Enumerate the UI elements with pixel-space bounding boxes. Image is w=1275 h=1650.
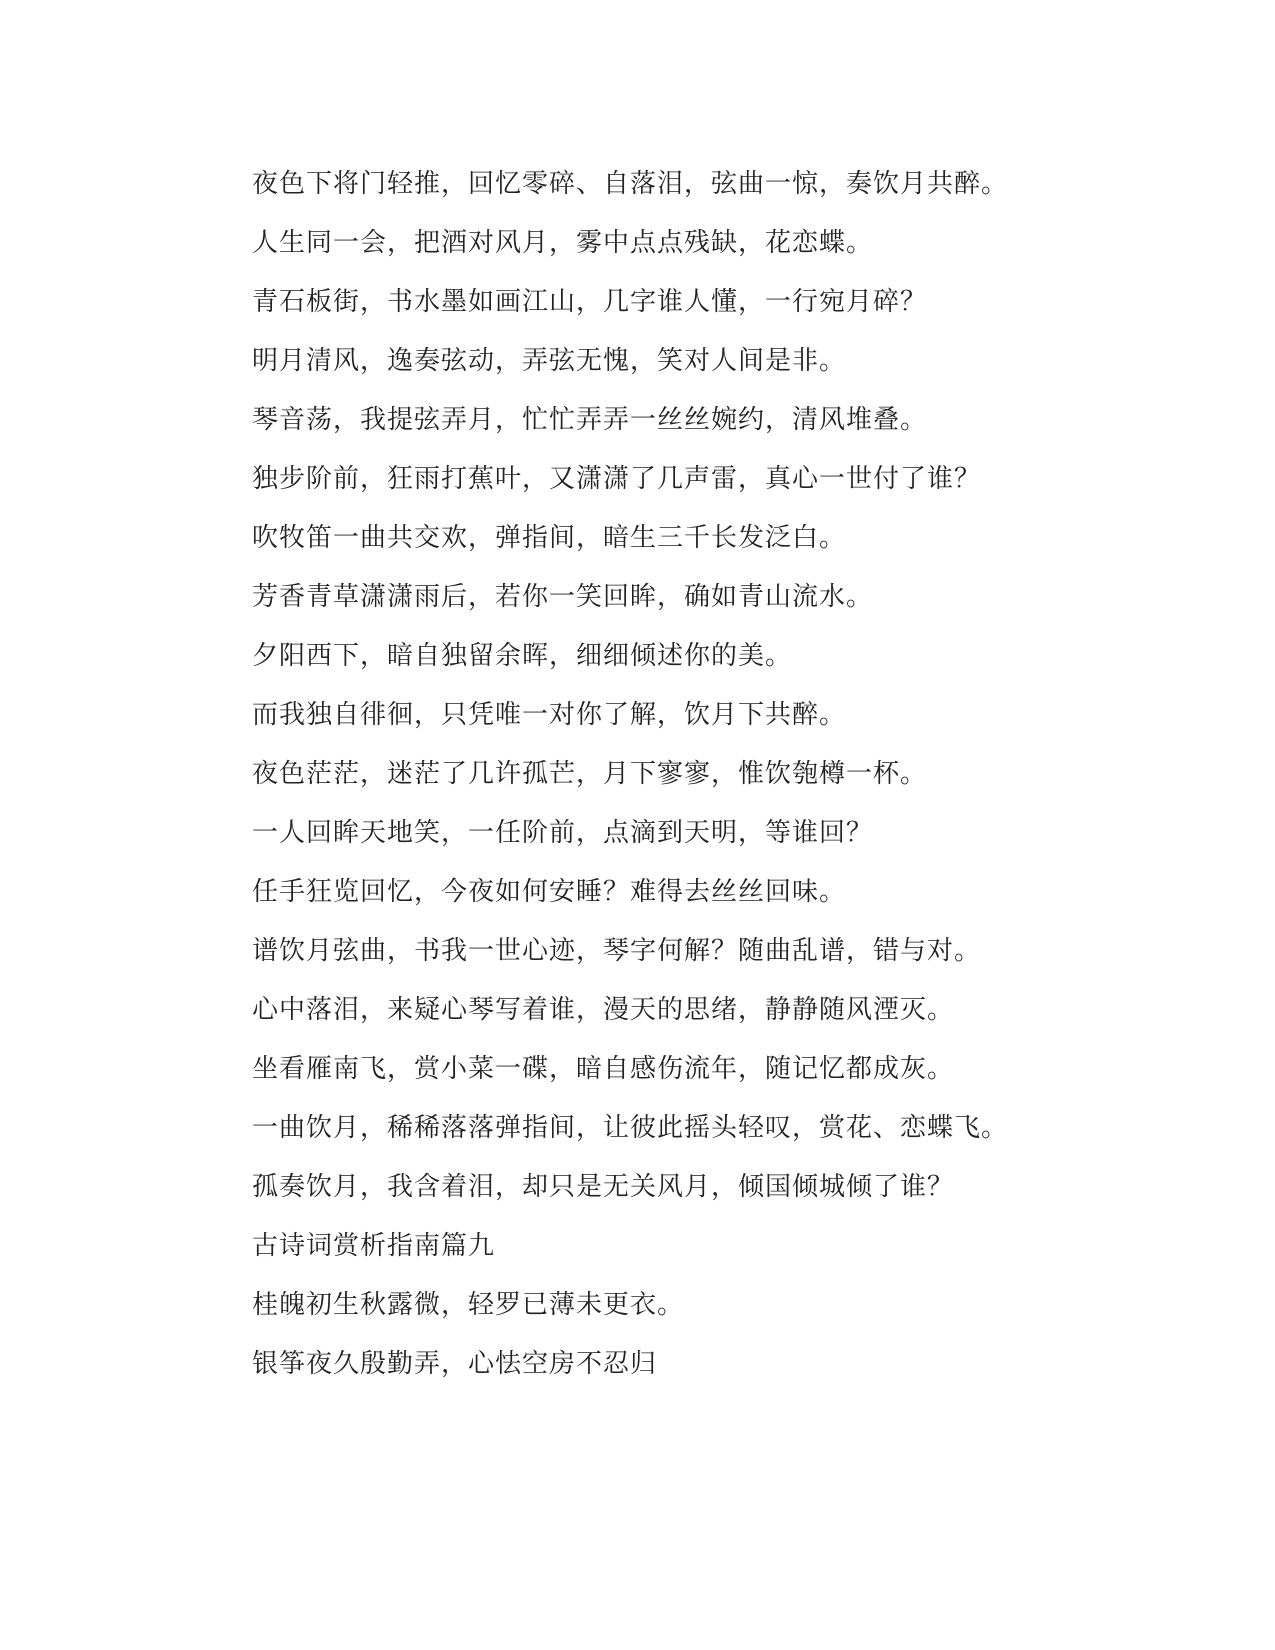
text-line: 而我独自徘徊，只凭唯一对你了解，饮月下共醉。 (252, 700, 847, 730)
section-heading: 古诗词赏析指南篇九 (252, 1231, 496, 1261)
document-body (252, 155, 1052, 1394)
text-line: 琴音荡，我提弦弄月，忙忙弄弄一丝丝婉约，清风堆叠。 (252, 405, 928, 435)
text-line: 青石板街，书水墨如画江山，几字谁人懂，一行宛月碎？ (252, 287, 928, 317)
text-line: 坐看雁南飞，赏小菜一碟，暗自感伤流年，随记忆都成灰。 (252, 1054, 955, 1084)
text-line: 谱饮月弦曲，书我一世心迹，琴字何解？随曲乱谱，错与对。 (252, 936, 982, 966)
text-line: 人生同一会，把酒对风月，雾中点点残缺，花恋蝶。 (252, 228, 874, 258)
text-line: 夕阳西下，暗自独留余晖，细细倾述你的美。 (252, 641, 793, 671)
text-line: 夜色茫茫，迷茫了几许孤芒，月下寥寥，惟饮匏樽一杯。 (252, 759, 928, 789)
text-line: 桂魄初生秋露微，轻罗已薄未更衣。 (252, 1290, 685, 1320)
text-line: 明月清风，逸奏弦动，弄弦无愧，笑对人间是非。 (252, 346, 847, 376)
text-line: 心中落泪，来疑心琴写着谁，漫天的思绪，静静随风湮灭。 (252, 995, 955, 1025)
text-line: 芳香青草潇潇雨后，若你一笑回眸，确如青山流水。 (252, 582, 874, 612)
text-line: 银筝夜久殷勤弄，心怯空房不忍归 (252, 1349, 658, 1379)
text-line: 任手狂览回忆，今夜如何安睡？难得去丝丝回味。 (252, 877, 847, 907)
text-line: 夜色下将门轻推，回忆零碎、自落泪，弦曲一惊，奏饮月共醉。 (252, 169, 1009, 199)
text-line: 吹牧笛一曲共交欢，弹指间，暗生三千长发泛白。 (252, 523, 847, 553)
text-line: 一人回眸天地笑，一任阶前，点滴到天明，等谁回？ (252, 818, 874, 848)
text-line: 一曲饮月，稀稀落落弹指间，让彼此摇头轻叹，赏花、恋蝶飞。 (252, 1113, 1009, 1143)
text-line: 孤奏饮月，我含着泪，却只是无关风月，倾国倾城倾了谁？ (252, 1172, 955, 1202)
text-line: 独步阶前，狂雨打蕉叶，又潇潇了几声雷，真心一世付了谁？ (252, 464, 982, 494)
